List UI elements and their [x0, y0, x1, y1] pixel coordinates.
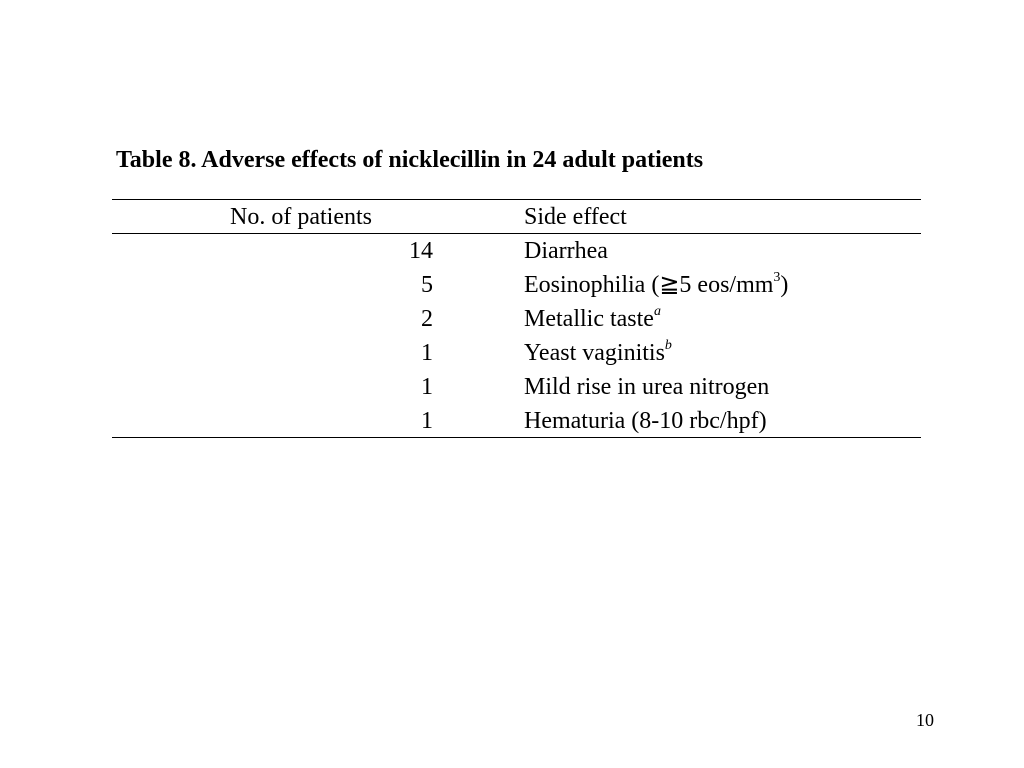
patient-count: 1 [421, 408, 433, 434]
page-number: 10 [916, 710, 934, 730]
table-row [112, 336, 921, 370]
side-effect: Mild rise in urea nitrogen [524, 374, 770, 400]
side-effect: Hematuria (8-10 rbc/hpf) [524, 408, 767, 434]
patient-count: 1 [421, 374, 433, 400]
side-effect [524, 268, 788, 302]
patient-count: 5 [421, 272, 433, 298]
table-row [112, 234, 921, 268]
footnote-marker: b [664, 338, 672, 353]
side-effect-text: Yeast vaginitis [524, 340, 665, 366]
side-effect-text: Eosinophilia (≧5 eos/mm [524, 272, 774, 298]
table-title: Table 8. Adverse effects of nicklecillin in 24 adult patients [116, 147, 704, 173]
table-row [112, 302, 921, 336]
side-effect: Diarrhea [524, 238, 608, 264]
patient-count: 2 [421, 306, 433, 332]
header-side-effect: Side effect [524, 204, 627, 230]
side-effect-text-suffix: ) [780, 272, 789, 298]
superscript: 3 [773, 270, 781, 285]
footnote-marker: a [653, 304, 661, 319]
table-header-row [112, 200, 921, 234]
header-no-of-patients: No. of patients [230, 204, 372, 230]
table-row [112, 268, 921, 302]
side-effect [524, 336, 672, 370]
side-effect-text: Metallic taste [524, 306, 654, 332]
patient-count: 1 [421, 340, 433, 366]
table-bottom-rule [112, 437, 921, 438]
patient-count: 14 [409, 238, 433, 264]
side-effect [524, 302, 661, 336]
table-row [112, 370, 921, 404]
table-row [112, 404, 921, 438]
